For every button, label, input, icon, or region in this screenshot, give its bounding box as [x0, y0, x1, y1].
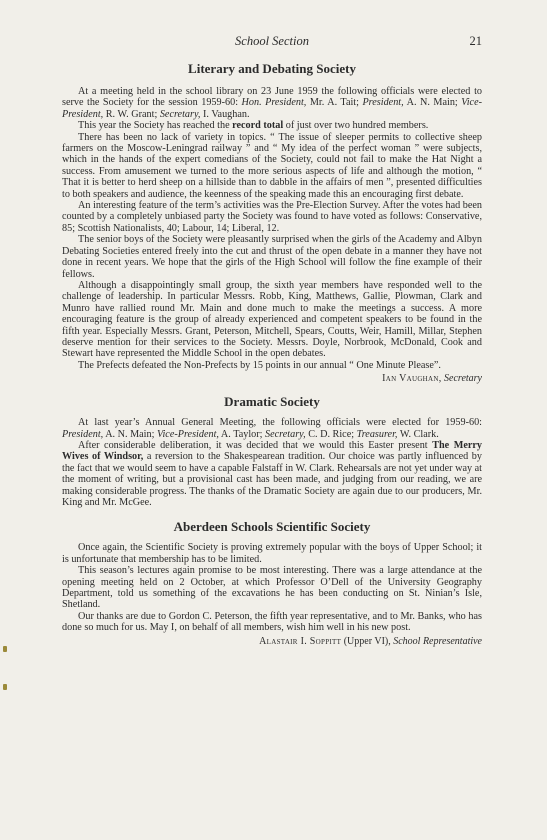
- signature-scientific: Alastair I. Soppitt (Upper VI), School Representative: [259, 635, 482, 647]
- paragraph: After considerable deliberation, it was decided that we would this Easter present The Merry Wives of Windsor, a reversion to the Shakespearean tradition. Our choice was partly influenced by the fact that we would seem to have a capable Falstaff in W. Clark. Rehearsals are not yet under way at the moment of writing, but a provisional cast has been made, and judging from our reading, we are making considerable progress. The thanks of the Dramatic Society are again due to our producers, Mr. King and Mr. McGee.: [62, 439, 482, 508]
- paragraph: Once again, the Scientific Society is proving extremely popular with the boys of Upper School; it is unfortunate that membership has to be limited.: [62, 542, 482, 565]
- scientific-section: [62, 518, 482, 647]
- literary-debating-section: [62, 60, 482, 385]
- paragraph: There has been no lack of variety in topics. “ The issue of sleeper permits to collective sheep farmers on the Moscow-Leningrad railway ” and “ My idea of the perfect woman ” were subjects, which in the hands of the expert comedians of the Society, could not fail to make the Hat Night a success. From amusement we turned to the more serious aspects of life and although the motion, “ That it is better to herd sheep on a hillside than to dabble in the affairs of men ”, presented difficulties to both speakers and audience, the keenness of the speaking made this an encouraging first debate.: [62, 131, 482, 200]
- page-header: [62, 34, 482, 50]
- paragraph: This year the Society has reached the record total of just over two hundred members.: [78, 120, 429, 132]
- section-title-literary: Literary and Debating Society: [188, 61, 356, 76]
- dramatic-section: [62, 393, 482, 508]
- running-title: School Section: [235, 34, 309, 48]
- paragraph: The senior boys of the Society were pleasantly surprised when the girls of the Academy and Albyn Debating Societies entered freely into the cut and thrust of the open debate in a manner they have not done in recent years. We hope that the girls of the High School will follow the fine example of their fellows.: [62, 234, 482, 280]
- section-title-dramatic: Dramatic Society: [224, 394, 320, 410]
- paragraph: Although a disappointingly small group, the sixth year members have responded well to the challenge of leadership. In particular Messrs. Robb, King, Matthews, Gallie, Plowman, Clark and Munro have rallied round Mr. Main and done much to make the meetings a success. A more encouraging feature is the group of already experienced and competent speakers to be found in the fifth year. Especially Messrs. Grant, Peterson, Mitchell, Spears, Coutts, Weir, Hamill, Millar, Stephen deserve mention for their services to the Society. Messrs. Doyle, Norbrook, McDonald, Cook and Stewart have represented the Middle School in the open debates.: [62, 279, 482, 360]
- margin-mark: [3, 646, 7, 652]
- paragraph: Our thanks are due to Gordon C. Peterson, the fifth year representative, and to Mr. Banks, who has done so much for us. May I, on behalf of all members, wish him well in his new post.: [62, 610, 482, 634]
- paragraph: At last year’s Annual General Meeting, the following officials were elected for 1959-60: President, A. N. Main; Vice-President, A. Taylor; Secretary, C. D. Rice; Treasurer, W. Clark.: [62, 417, 482, 440]
- paragraph: This season’s lectures again promise to be most interesting. There was a large attendance at the opening meeting held on 2 October, at which Professor O’Dell of the University Geography Department, told us something of the excavations he has been conducting on St. Ninian’s Isle, Shetland.: [62, 565, 482, 611]
- page-number: 21: [469, 34, 482, 48]
- signature-literary: Ian Vaughan, Secretary: [382, 373, 482, 385]
- paragraph: An interesting feature of the term’s activities was the Pre-Election Survey. After the votes had been counted by a completely unbiased party the Society was found to have voted as follows: Conservative, 85; Scottish Nationalists, 40; Labour, 14; Liberal, 12.: [62, 200, 482, 234]
- paragraph: At a meeting held in the school library on 23 June 1959 the following officials were elected to serve the Society for the session 1959-60: Hon. President, Mr. A. Tait; President, A. N. Main; Vice-President, R. W. Grant; Secretary, I. Vaughan.: [62, 86, 482, 120]
- text-column: [62, 60, 482, 648]
- margin-mark: [3, 684, 7, 690]
- section-title-scientific: Aberdeen Schools Scientific Society: [173, 519, 371, 535]
- paragraph: The Prefects defeated the Non-Prefects by 15 points in our annual “ One Minute Please”.: [78, 359, 441, 371]
